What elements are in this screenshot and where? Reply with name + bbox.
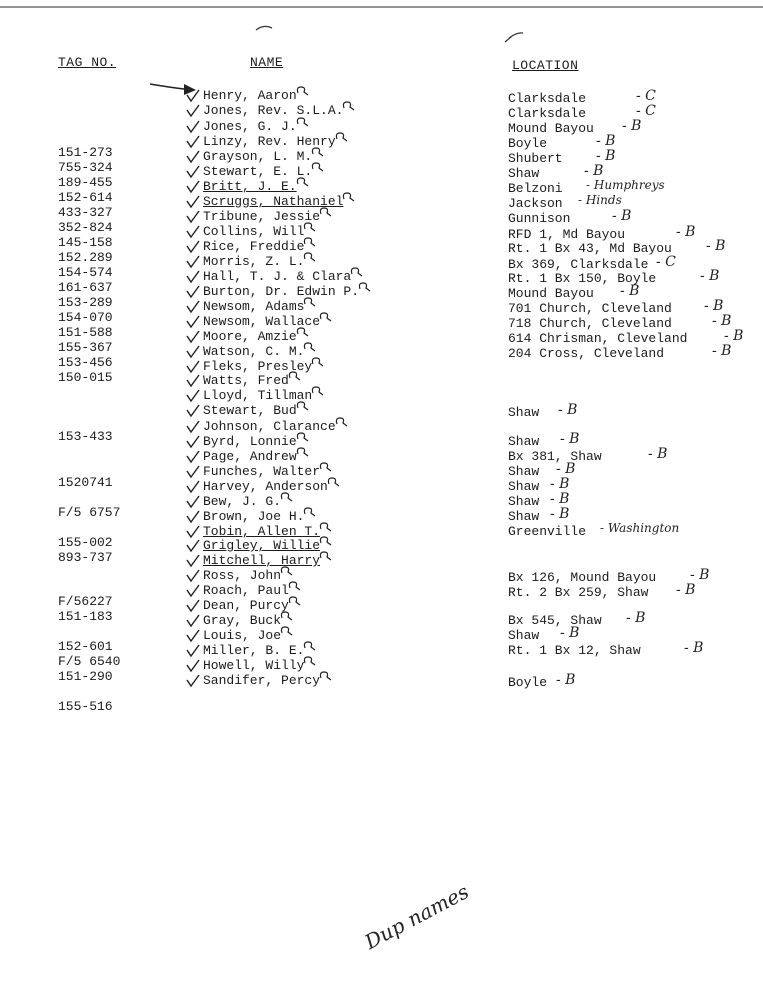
review-mark-icon [287, 594, 301, 606]
location: Bx 126, Mound Bayou [508, 570, 657, 585]
location: 701 Church, Cleveland [508, 301, 672, 316]
review-mark-icon [287, 579, 301, 591]
tag-number: 893-737 [58, 550, 113, 565]
handwritten-annotation: - B [626, 610, 646, 626]
review-mark-icon [310, 355, 324, 367]
person-name: Grigley, Willie [203, 538, 321, 553]
tag-number: 155-516 [58, 699, 113, 714]
person-name: Jones, G. J. [203, 119, 297, 134]
handwritten-annotation: - B [704, 298, 724, 314]
handwritten-annotation: - B [712, 343, 732, 359]
person-name: Newsom, Adams [203, 299, 305, 314]
handwritten-annotation: - B [700, 268, 720, 284]
checkmark-icon [186, 360, 200, 374]
checkmark-icon [186, 300, 200, 314]
checkmark-icon [186, 674, 200, 688]
person-name: Page, Andrew [203, 449, 297, 464]
person-name: Watts, Fred [203, 373, 289, 388]
handwritten-annotation: - B [596, 148, 616, 164]
review-mark-icon [310, 145, 324, 157]
review-mark-icon [326, 475, 340, 487]
tag-number: 1520741 [58, 475, 113, 490]
person-name: Hall, T. J. & Clara [203, 269, 352, 284]
location: Shaw [508, 405, 540, 420]
person-name: Moore, Amzie [203, 329, 297, 344]
person-name: Henry, Aaron [203, 88, 297, 103]
review-mark-icon [295, 430, 309, 442]
checkmark-icon [186, 435, 200, 449]
checkmark-icon [186, 285, 200, 299]
review-mark-icon [341, 99, 355, 111]
handwritten-annotation: - B [556, 672, 576, 688]
location: Shaw [508, 494, 540, 509]
review-mark-icon [318, 460, 332, 472]
checkmark-icon [186, 450, 200, 464]
tag-number: F/5 6540 [58, 654, 121, 669]
checkmark-icon [186, 584, 200, 598]
person-name: Johnson, Clarance [203, 419, 336, 434]
review-mark-icon [279, 609, 293, 621]
person-name: Dean, Purcy [203, 598, 289, 613]
header-location: LOCATION [512, 58, 579, 73]
tag-number: 154-574 [58, 265, 113, 280]
review-mark-icon [295, 115, 309, 127]
checkmark-icon [186, 374, 200, 388]
location: Boyle [508, 136, 548, 151]
checkmark-icon [186, 629, 200, 643]
tag-number: 155-367 [58, 340, 113, 355]
review-mark-icon [279, 624, 293, 636]
review-mark-icon [318, 520, 332, 532]
handwritten-annotation: - B [676, 582, 696, 598]
review-mark-icon [302, 340, 316, 352]
location: Rt. 2 Bx 259, Shaw [508, 585, 649, 600]
review-mark-icon [310, 384, 324, 396]
review-mark-icon [295, 84, 309, 96]
review-mark-icon [295, 399, 309, 411]
handwritten-annotation: - B [690, 567, 710, 583]
review-mark-icon [302, 295, 316, 307]
tag-number: 153-433 [58, 429, 113, 444]
review-mark-icon [318, 534, 332, 546]
location: 614 Chrisman, Cleveland [508, 331, 688, 346]
location: 718 Church, Cleveland [508, 316, 672, 331]
person-name: Gray, Buck [203, 613, 282, 628]
checkmark-icon [186, 89, 200, 103]
checkmark-icon [186, 599, 200, 613]
location-pen-mark [503, 28, 525, 46]
location: Clarksdale [508, 91, 587, 106]
tag-number: 152.289 [58, 250, 113, 265]
location: Shaw [508, 166, 540, 181]
person-name: Newsom, Wallace [203, 314, 321, 329]
location: Bx 369, Clarksdale [508, 257, 649, 272]
handwritten-annotation: - C [656, 254, 676, 270]
location: Rt. 1 Bx 150, Boyle [508, 271, 657, 286]
location: Bx 381, Shaw [508, 449, 602, 464]
handwritten-annotation: - B [620, 283, 640, 299]
handwritten-annotation: - B [550, 491, 570, 507]
handwritten-annotation: - B [550, 506, 570, 522]
location: RFD 1, Md Bayou [508, 227, 626, 242]
checkmark-icon [186, 495, 200, 509]
handwritten-annotation: - B [596, 133, 616, 149]
checkmark-icon [186, 315, 200, 329]
checkmark-icon [186, 554, 200, 568]
handwritten-annotation: - Humphreys [586, 178, 665, 192]
person-name: Linzy, Rev. Henry [203, 134, 336, 149]
tag-number: 161-637 [58, 280, 113, 295]
checkmark-icon [186, 330, 200, 344]
handwritten-annotation: - Hinds [578, 193, 622, 207]
review-mark-icon [295, 325, 309, 337]
handwritten-annotation: - B [612, 208, 632, 224]
checkmark-icon [186, 345, 200, 359]
review-mark-icon [318, 310, 332, 322]
checkmark-icon [186, 465, 200, 479]
handwritten-annotation: - B [684, 640, 704, 656]
location: Shaw [508, 464, 540, 479]
tag-number: 433-327 [58, 205, 113, 220]
handwritten-annotation: - B [558, 402, 578, 418]
header-tag-no: TAG NO. [58, 55, 117, 70]
location: Rt. 1 Bx 43, Md Bayou [508, 241, 672, 256]
tag-number: 153-289 [58, 295, 113, 310]
person-name: Mitchell, Harry [203, 553, 321, 568]
person-name: Burton, Dr. Edwin P. [203, 284, 360, 299]
top-border [0, 6, 763, 8]
tag-number: 151-273 [58, 145, 113, 160]
checkmark-icon [186, 659, 200, 673]
person-name: Roach, Paul [203, 583, 289, 598]
review-mark-icon [349, 265, 363, 277]
location: 204 Cross, Cleveland [508, 346, 665, 361]
review-mark-icon [341, 190, 355, 202]
footer-handwritten-note: Dup names [360, 879, 473, 954]
handwritten-annotation: - Washington [600, 521, 680, 535]
review-mark-icon [310, 160, 324, 172]
checkmark-icon [186, 225, 200, 239]
person-name: Funches, Walter [203, 464, 321, 479]
checkmark-icon [186, 480, 200, 494]
handwritten-annotation: - B [706, 238, 726, 254]
handwritten-annotation: - C [636, 103, 656, 119]
location: Clarksdale [508, 106, 587, 121]
checkmark-icon [186, 135, 200, 149]
person-name: Howell, Willy [203, 658, 305, 673]
tag-number: 352-824 [58, 220, 113, 235]
tag-number: 145-158 [58, 235, 113, 250]
tag-number: 154-070 [58, 310, 113, 325]
person-name: Stewart, E. L. [203, 164, 313, 179]
handwritten-annotation: - B [622, 118, 642, 134]
location: Shaw [508, 434, 540, 449]
checkmark-icon [186, 525, 200, 539]
checkmark-icon [186, 420, 200, 434]
review-mark-icon [302, 220, 316, 232]
checkmark-icon [186, 180, 200, 194]
person-name: Tobin, Allen T. [203, 524, 321, 539]
handwritten-annotation: - B [676, 224, 696, 240]
person-name: Louis, Joe [203, 628, 282, 643]
person-name: Byrd, Lonnie [203, 434, 297, 449]
review-mark-icon [357, 280, 371, 292]
person-name: Morris, Z. L. [203, 254, 305, 269]
handwritten-annotation: - B [556, 461, 576, 477]
top-pen-mark [254, 24, 274, 32]
checkmark-icon [186, 165, 200, 179]
person-name: Jones, Rev. S.L.A. [203, 103, 344, 118]
handwritten-annotation: - B [648, 446, 668, 462]
handwritten-annotation: - B [560, 625, 580, 641]
tag-number: 152-614 [58, 190, 113, 205]
tag-number: 189-455 [58, 175, 113, 190]
checkmark-icon [186, 255, 200, 269]
review-mark-icon [302, 639, 316, 651]
person-name: Collins, Will [203, 224, 305, 239]
person-name: Ross, John [203, 568, 282, 583]
person-name: Lloyd, Tillman [203, 388, 313, 403]
location: Greenville [508, 524, 587, 539]
tag-number: F/5 6757 [58, 505, 121, 520]
person-name: Brown, Joe H. [203, 509, 305, 524]
checkmark-icon [186, 240, 200, 254]
checkmark-icon [186, 539, 200, 553]
location: Mound Bayou [508, 121, 594, 136]
checkmark-icon [186, 150, 200, 164]
location: Shaw [508, 479, 540, 494]
review-mark-icon [302, 250, 316, 262]
checkmark-icon [186, 210, 200, 224]
handwritten-annotation: - B [724, 328, 744, 344]
review-mark-icon [287, 369, 301, 381]
tag-number: 151-588 [58, 325, 113, 340]
handwritten-annotation: - B [560, 431, 580, 447]
tag-number: 755-324 [58, 160, 113, 175]
checkmark-icon [186, 569, 200, 583]
location: Rt. 1 Bx 12, Shaw [508, 643, 641, 658]
person-name: Miller, B. E. [203, 643, 305, 658]
checkmark-icon [186, 104, 200, 118]
location: Belzoni [508, 181, 563, 196]
review-mark-icon [318, 669, 332, 681]
location: Boyle [508, 675, 548, 690]
checkmark-icon [186, 389, 200, 403]
checkmark-icon [186, 614, 200, 628]
person-name: Harvey, Anderson [203, 479, 328, 494]
review-mark-icon [302, 505, 316, 517]
handwritten-annotation: - B [584, 163, 604, 179]
tag-number: 153-456 [58, 355, 113, 370]
person-name: Watson, C. M. [203, 344, 305, 359]
review-mark-icon [302, 235, 316, 247]
review-mark-icon [295, 175, 309, 187]
handwritten-annotation: - C [636, 88, 656, 104]
header-name: NAME [250, 55, 284, 70]
handwritten-annotation: - B [550, 476, 570, 492]
location: Jackson [508, 196, 563, 211]
tag-number: F/56227 [58, 594, 113, 609]
location: Shaw [508, 509, 540, 524]
tag-number: 150-015 [58, 370, 113, 385]
tag-number: 155-002 [58, 535, 113, 550]
handwritten-annotation: - B [712, 313, 732, 329]
person-name: Grayson, L. M. [203, 149, 313, 164]
checkmark-icon [186, 270, 200, 284]
tag-number: 151-183 [58, 609, 113, 624]
person-name: Rice, Freddie [203, 239, 305, 254]
location: Bx 545, Shaw [508, 613, 602, 628]
tag-number: 152-601 [58, 639, 113, 654]
location: Mound Bayou [508, 286, 594, 301]
person-name: Sandifer, Percy [203, 673, 321, 688]
review-mark-icon [318, 205, 332, 217]
review-mark-icon [279, 490, 293, 502]
person-name: Scruggs, Nathaniel [203, 194, 344, 209]
checkmark-icon [186, 195, 200, 209]
person-name: Stewart, Bud [203, 403, 297, 418]
person-name: Fleks, Presley [203, 359, 313, 374]
checkmark-icon [186, 120, 200, 134]
review-mark-icon [279, 564, 293, 576]
review-mark-icon [334, 415, 348, 427]
person-name: Britt, J. E. [203, 179, 297, 194]
person-name: Tribune, Jessie [203, 209, 321, 224]
review-mark-icon [295, 445, 309, 457]
person-name: Bew, J. G. [203, 494, 282, 509]
checkmark-icon [186, 404, 200, 418]
location: Gunnison [508, 211, 571, 226]
tag-number: 151-290 [58, 669, 113, 684]
location: Shaw [508, 628, 540, 643]
review-mark-icon [334, 130, 348, 142]
checkmark-icon [186, 510, 200, 524]
review-mark-icon [302, 654, 316, 666]
location: Shubert [508, 151, 563, 166]
review-mark-icon [318, 549, 332, 561]
checkmark-icon [186, 644, 200, 658]
